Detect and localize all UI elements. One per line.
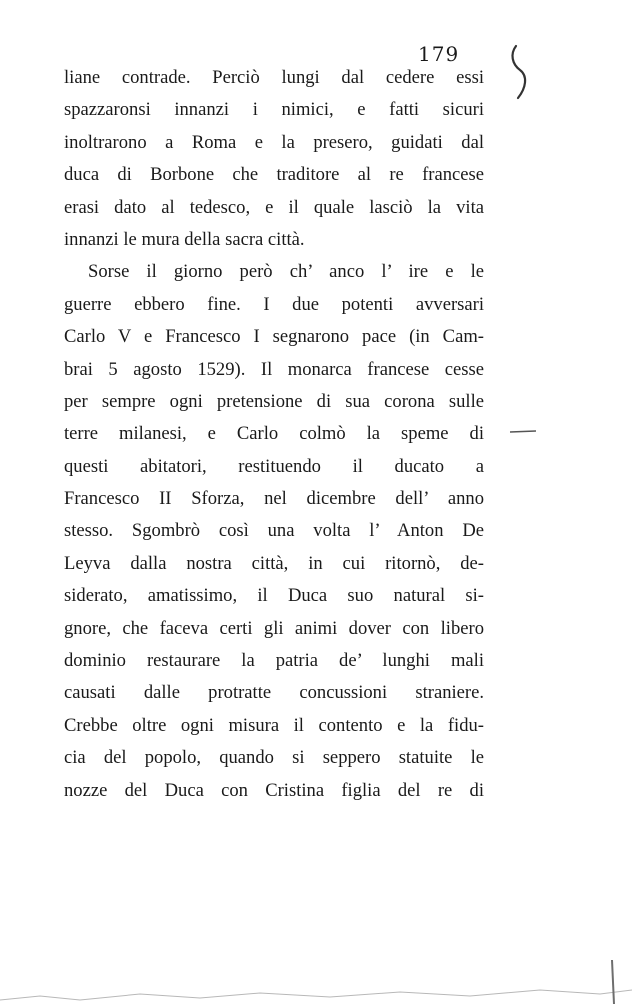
text-line: per sempre ogni pretensione di sua corona sulle — [64, 390, 484, 412]
text-line: nozze del Duca con Cristina figlia del re di — [64, 779, 484, 801]
text-line: siderato, amatissimo, il Duca suo natural si- — [64, 585, 484, 607]
margin-pencil-mark — [508, 44, 532, 104]
text-line: gnore, che faceva certi gli animi dover con libero — [64, 617, 484, 639]
text-line: guerre ebbero fine. I due potenti avversari — [64, 293, 484, 315]
text-line: innanzi le mura della sacra città. — [64, 228, 305, 250]
text-line: Francesco II Sforza, nel dicembre dell’ anno — [64, 488, 484, 510]
text-line: brai 5 agosto 1529). Il monarca francese cesse — [64, 358, 484, 380]
text-line: stesso. Sgombrò così una volta l’ Anton De — [64, 520, 484, 542]
text-line: causati dalle protratte concussioni straniere. — [64, 682, 484, 704]
text-line: Crebbe oltre ogni misura il contento e la fidu- — [64, 714, 484, 736]
text-line: terre milanesi, e Carlo colmò la speme di — [64, 423, 484, 445]
text-line: spazzaronsi innanzi i nimici, e fatti sicuri — [64, 99, 484, 121]
scan-edge-noise — [0, 960, 632, 1004]
text-line: Sorse il giorno però ch’ anco l’ ire e le — [88, 261, 484, 283]
text-line: liane contrade. Perciò lungi dal cedere essi — [64, 67, 484, 88]
text-line: inoltrarono a Roma e la presero, guidati dal — [64, 131, 484, 153]
text-line: cia del popolo, quando si seppero statuite le — [64, 747, 484, 769]
margin-dash-mark — [508, 426, 538, 436]
text-line: dominio restaurare la patria de’ lunghi mali — [64, 650, 484, 672]
text-line: duca di Borbone che traditore al re francese — [64, 164, 484, 186]
page-number: 179 — [418, 42, 460, 66]
text-line: Leyva dalla nostra città, in cui ritornò, de- — [64, 552, 484, 574]
text-line: Carlo V e Francesco I segnarono pace (in Cam- — [64, 326, 484, 348]
text-line: questi abitatori, restituendo il ducato a — [64, 455, 484, 477]
body-text — [64, 62, 484, 807]
text-line: erasi dato al tedesco, e il quale lasciò la vita — [64, 196, 484, 218]
